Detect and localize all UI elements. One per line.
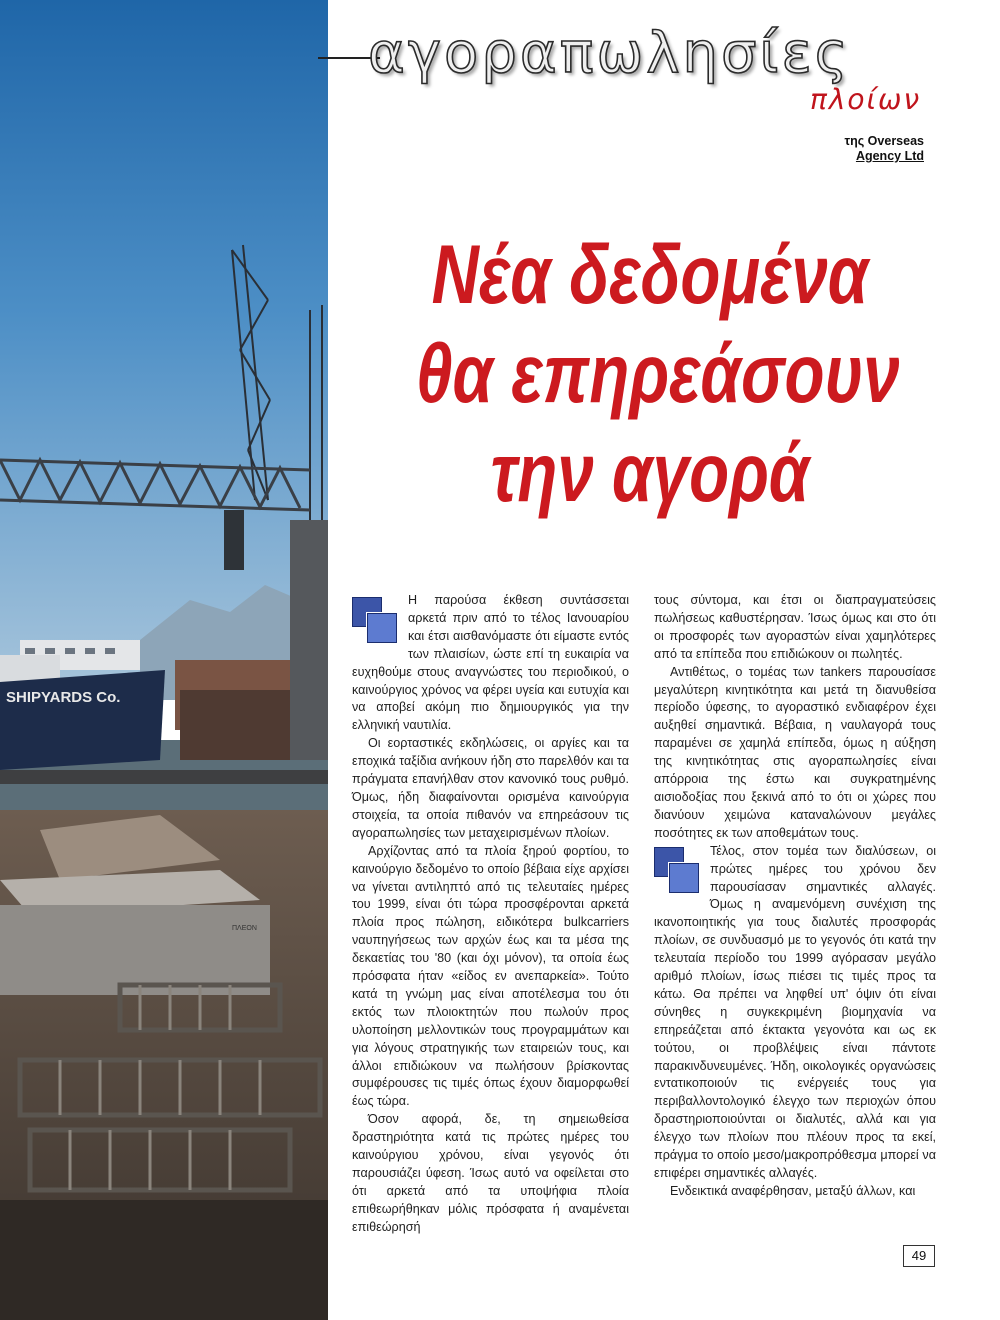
article-column-right xyxy=(654,592,936,1201)
paragraph-text: Τέλος, στον τομέα των διαλύσεων, οι πρώτες ημέρες του χρόνου δεν παρουσίασαν σημαντικές αλλαγές. Όμως η αναμενόμενη συνέχιση της ικανοποιητικής για τους διαλυτές προσφοράς πλοίων, σε συνδυασμό με το γεγονός ότι κατά την τελευταία περίοδο του 1999 αγόρασαν μεγάλο αριθμό πλοίων, ίσως πιέσει τις τιμές προς τα κάτω. Θα πρέπει να ληφθεί υπ' όψιν ότι είναι σύνηθες η συγκεκριμένη βιομηχανία να επηρεάζεται από έκτακτα γεγονότα και ως εκ τούτου, οι προβλέψεις είναι πάντοτε παρακινδυνευμένες. Ήδη, οικολογικές οργανώσεις εντατικοποιούν τις ενέργειές τους για περιβαλλοντολογικό έλεγχο των περιοχών όπου δραστηριοποιούνται οι διαλυτές, αλλά και για έλεγχο των πλοίων που πλέουν προς τα εκεί, πράγμα το οποίο μεσο/μακροπρόθεσμα μπορεί να επιφέρει σημαντικές αλλαγές. xyxy=(654,843,936,1180)
section-subtitle: πλοίων xyxy=(810,83,922,116)
dropcap-squares-icon xyxy=(654,847,704,899)
headline-line-3: την αγορά xyxy=(490,425,810,519)
ship-hull-text: SHIPYARDS Co. xyxy=(6,689,121,706)
article-paragraph: Ενδεικτικά αναφέρθησαν, μεταξύ άλλων, και xyxy=(670,1183,916,1198)
article-paragraph: Όσον αφορά, δε, τη σημειωθείσα δραστηριότητα κατά τις πρώτες ημέρες του καινούργιου χρόνου, είναι γεγονός ότι παρουσιάζει ύφεση. Ίσως αυτό να οφείλεται στο ότι αρκετά από τα υποψήφια πλοία επιθεωρήθηκαν μόλις πρόσφατα ή αναμένεται επιθεώρησή xyxy=(352,1112,629,1234)
headline-line-1: Νέα δεδομένα xyxy=(431,227,869,321)
article-column-left xyxy=(352,592,629,1237)
article-paragraph: Οι εορταστικές εκδηλώσεις, οι αργίες και τα εποχικά ταξίδια ανήκουν ήδη στο παρελθόν και τα πράγματα επανήλθαν στον κανονικό τους ρυθμό. Όμως, ήδη διαφαίνονται ορισμένα καινούργια στοιχεία, τα οποία πιθανόν να επηρεάσουν τις αγοραπωλησίες των μεταχειρισμένων πλοίων. xyxy=(352,736,629,840)
article-paragraph: τους σύντομα, και έτσι οι διαπραγματεύσεις πωλήσεως καθυστέρησαν. Ίσως όμως και στο ότι οι προσφορές των αγοραστών είναι χαμηλότερες από τα επίπεδα που επιδιώκουν οι πωλητές. xyxy=(654,593,936,661)
section-title: αγοραπωλησίες xyxy=(368,21,851,86)
page-number: 49 xyxy=(903,1245,935,1267)
shed-sign-text: ΠΛΕΟΝ xyxy=(232,925,257,932)
shipyard-photo xyxy=(0,0,328,1320)
byline-org: Agency Ltd xyxy=(855,149,924,163)
byline-prefix: της Overseas xyxy=(844,134,924,148)
byline xyxy=(845,134,925,164)
article-paragraph: Αρχίζοντας από τα πλοία ξηρού φορτίου, το καινούργιο δεδομένο το οποίο βέβαια είχε αρχίσει να γίνεται αντιληπτό από τις τελευταίες ημέρες του 1999, είναι ότι τώρα προσφέρονται αρκετά πλοία προς πώληση, ειδικότερα bulkcarriers ναυπηγήσεως των αρχών έως και τα μέσα της δεκαετίας του '80 (και όχι μόνον), τα οποία έως πρόσφατα ήταν «είδος εν ανεπαρκεία». Τούτο κατά τη γνώμη μας είναι αποτέλεσμα του ότι εκτός των πλοιοκτητών που πωλούν προς υλοποίηση μελλοντικών τους προγραμμάτων και για λόγους στρατηγικής των εταιρειών τους, και άλλοι επιδιώκουν να πωλήσουν βρίσκοντας συμφέρουσες τις τιμές όπως έχουν διαμορφωθεί έως τώρα. xyxy=(352,843,629,1109)
article-paragraph: Αντιθέτως, ο τομέας των tankers παρουσίασε μεγαλύτερη κινητικότητα και μετά τη διανυθείσα περίοδο ύφεσης, το αγοραστικό ενδιαφέρον έχει αυξηθεί σημαντικά. Βέβαια, η ναυλαγορά τους παραμένει σε χαμηλά επίπεδα, όμως η αύξηση της κινητικότητας στις αγοραπωλησίες είναι απόρροια της έστω και συγκρατημένης αισιοδοξίας που ξεκινά από το ότι οι χώρες που διανύουν χειμώνα καταναλώνουν μεγάλες ποσότητες εκ των αποθεμάτων τους. xyxy=(654,664,936,840)
article-paragraph xyxy=(352,592,629,735)
article-paragraph xyxy=(654,843,936,1183)
paragraph-text: Η παρούσα έκθεση συντάσσεται αρκετά πριν από το τέλος Ιανουαρίου και έτσι αισθανόμαστε ότι είμαστε εντός των πλαισίων, ώστε επί τη ευκαιρία να ευχηθούμε στους αναγνώστες του περιοδικού, ο καινούργιος χρόνος να φέρει υγεία και ευτυχία και να αποβεί ακόμη πιο δημιουργικός για την ελληνική ναυτιλία. xyxy=(352,593,629,733)
headline xyxy=(416,225,900,522)
dropcap-squares-icon xyxy=(352,597,402,649)
headline-line-2: θα επηρεάσουν xyxy=(416,326,900,420)
